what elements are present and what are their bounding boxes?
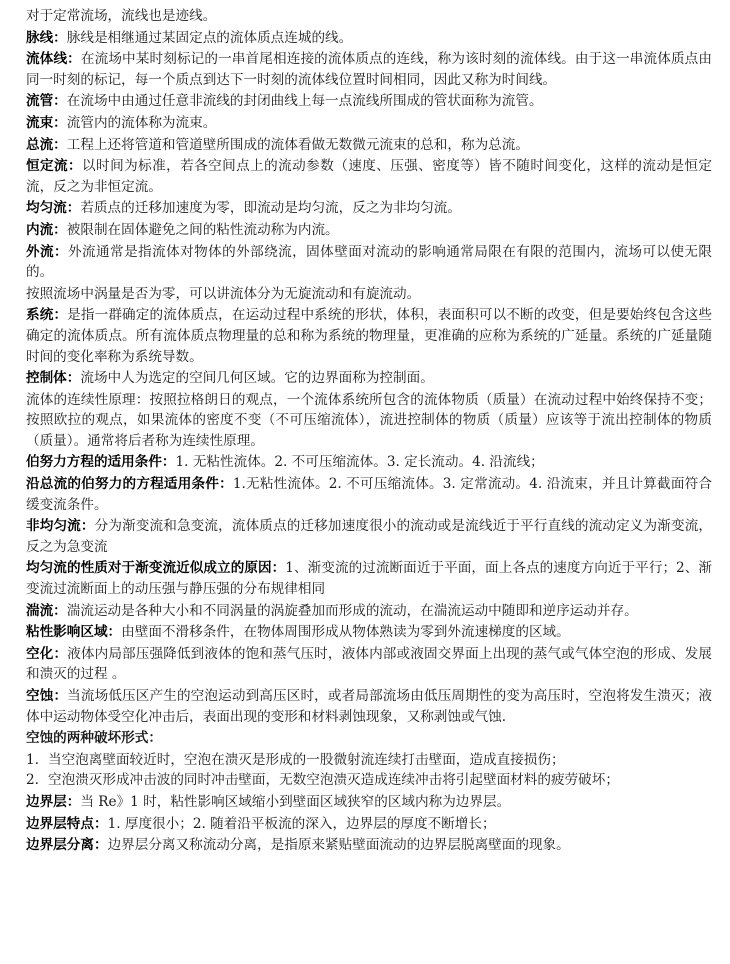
- term-label: 边界层：: [26, 793, 81, 810]
- paragraph-vorticity: [26, 284, 712, 305]
- paragraph-internal-flow: [26, 220, 712, 241]
- paragraph-text: 以时间为标准，若各空间点上的流动参数（速度、压强、密度等）皆不随时间变化，这样的流动是恒定流，反之为非恒定流。: [26, 158, 713, 195]
- paragraph-text: 流管内的流体称为流束。: [66, 114, 217, 131]
- paragraph-total-flow-bernoulli: [26, 474, 712, 515]
- paragraph-streamline-pathline: [26, 6, 712, 27]
- term-label: 脉线：: [26, 29, 67, 46]
- paragraph-text: 被限制在固体避免之间的粘性流动称为内流。: [66, 221, 339, 238]
- paragraph-bernoulli-conditions: [26, 452, 712, 473]
- paragraph-text: 流体的连续性原理：按照拉格朗日的观点，一个流体系统所包含的流体物质（质量）在流动过程中始终保持不变；按照欧拉的观点，如果流体的密度不变（不可压缩流体），流进控制体的物质（质量）应该等于流出控制体的物质（质量）。通常将后者称为连续性原理。: [26, 391, 712, 449]
- term-label: 边界层特点：: [26, 815, 108, 832]
- paragraph-external-flow: [26, 242, 712, 283]
- paragraph-text: 由壁面不滑移条件，在物体周围形成从物体熟读为零到外流速梯度的区域。: [121, 624, 570, 641]
- paragraph-text: 1. 无粘性流体。2. 不可压缩流体。3. 定长流动。4. 沿流线；: [175, 454, 544, 471]
- paragraph-cavitation-erosion: [26, 686, 712, 727]
- paragraph-text: 1、渐变流的过流断面近于平面，面上各点的速度方向近于平行；2、渐变流过流断面上的动压强与静压强的分布规律相同: [26, 560, 713, 598]
- paragraph-text: 在流场中由通过任意非流线的封闭曲线上每一点流线所围成的管状面称为流管。: [66, 93, 543, 110]
- paragraph-stream-bundle: [26, 113, 712, 134]
- paragraph-non-uniform-flow: [26, 516, 712, 557]
- paragraph-stream-tube: [26, 91, 712, 112]
- cavitation-damage-section: [26, 728, 712, 791]
- paragraph-text: 是指一群确定的流体质点，在运动过程中系统的形状，体积，表面积可以不断的改变，但是要始终包含这些确定的流体质点。所有流体质点物理量的总和称为系统的物理量，更准确的应称为系统的广延量。系统的广延量随时间的变化率称为系统导数。: [26, 307, 713, 365]
- paragraph-text: 若质点的迁移加速度为零，即流动是均匀流，反之为非均匀流。: [80, 200, 461, 217]
- paragraph-boundary-layer-separation: [26, 835, 712, 856]
- term-label: 总流：: [26, 136, 67, 153]
- list-item: [26, 750, 712, 771]
- list-number: 2.: [26, 772, 39, 789]
- term-label: 流体线：: [26, 51, 81, 68]
- term-label: 恒定流：: [26, 158, 83, 175]
- paragraph-text: 分为渐变流和急变流，流体质点的迁移加速度很小的流动或是流线近于平行直线的流动定义为渐变流，反之为急变流: [26, 518, 713, 555]
- paragraph-text: 边界层分离又称流动分离，是指原来紧贴壁面流动的边界层脱离壁面的现象。: [107, 837, 570, 854]
- term-label: 均匀流：: [26, 200, 81, 217]
- paragraph-cavitation: [26, 644, 712, 685]
- paragraph-fluid-line: [26, 49, 712, 90]
- term-label: 系统：: [26, 307, 68, 324]
- paragraph-text: 按照流场中涡量是否为零，可以讲流体分为无旋流动和有旋流动。: [26, 285, 421, 302]
- paragraph-text: 1. 厚度很小；2. 随着沿平板流的深入，边界层的厚度不断增长；: [107, 815, 496, 832]
- list-item: [26, 770, 712, 791]
- paragraph-streakline: [26, 28, 712, 49]
- paragraph-text: 对于定常流场，流线也是迹线。: [26, 8, 217, 24]
- paragraph-boundary-layer: [26, 792, 712, 813]
- paragraph-continuity: [26, 390, 712, 452]
- term-label: 流管：: [26, 93, 67, 110]
- section-heading: 空蚀的两种破坏形式：: [26, 730, 162, 747]
- term-label: 控制体：: [26, 370, 81, 387]
- list-item-text: 空泡溃灭形成冲击波的同时冲击壁面，无数空泡溃灭造成连续冲击将引起壁面材料的疲劳破坏；: [48, 772, 619, 789]
- definitions-section: [26, 6, 712, 727]
- term-label: 空化：: [26, 645, 68, 662]
- paragraph-text: 当 Re》1 时，粘性影响区域缩小到壁面区域狭窄的区域内称为边界层。: [80, 793, 511, 810]
- paragraph-text: 在流场中某时刻标记的一串首尾相连接的流体质点的连线，称为该时刻的流体线。由于这一串流体质点由同一时刻的标记，每一个质点到达下一时刻的流体线位置时间相同，因此又称为时间线。: [26, 51, 712, 88]
- term-label: 内流：: [26, 221, 67, 238]
- paragraph-uniform-flow: [26, 198, 712, 219]
- term-label: 沿总流的伯努力的方程适用条件：: [26, 476, 233, 493]
- paragraph-steady-flow: [26, 156, 712, 197]
- term-label: 湍流：: [26, 602, 67, 619]
- paragraph-text: 当流场低压区产生的空泡运动到高压区时，或者局部流场由低压周期性的变为高压时，空泡将发生溃灭；液体中运动物体受空化冲击后，表面出现的变形和材料剥蚀现象，又称剥蚀或气蚀.: [26, 688, 713, 725]
- boundary-layer-section: [26, 792, 712, 856]
- list-number: 1.: [26, 751, 39, 768]
- paragraph-total-flow: [26, 135, 712, 156]
- term-label: 外流：: [26, 243, 69, 260]
- paragraph-text: 工程上还将管道和管道壁所围成的流体看做无数微元流束的总和，称为总流。: [66, 136, 529, 153]
- paragraph-viscous-region: [26, 622, 712, 643]
- paragraph-text: 流场中人为选定的空间几何区域。它的边界面称为控制面。: [80, 370, 434, 387]
- paragraph-text: 外流通常是指流体对物体的外部绕流，固体壁面对流动的影响通常局限在有限的范围内，流场可以使无限的。: [26, 243, 713, 281]
- paragraph-text: 湍流运动是各种大小和不同涡量的涡旋叠加而形成的流动，在湍流运动中随即和逆序运动并存。: [66, 602, 638, 619]
- term-label: 非均匀流：: [26, 518, 95, 535]
- term-label: 流束：: [26, 114, 67, 131]
- paragraph-boundary-layer-features: [26, 814, 712, 835]
- term-label: 伯努力方程的适用条件：: [26, 454, 176, 471]
- paragraph-system: [26, 305, 712, 367]
- paragraph-text: 液体内局部压强降低到液体的饱和蒸气压时，液体内部或液固交界面上出现的蒸气或气体空泡的形成、发展和溃灭的过程 。: [26, 645, 713, 683]
- paragraph-control-volume: [26, 368, 712, 389]
- term-label: 均匀流的性质对于渐变流近似成立的原因：: [26, 560, 286, 577]
- paragraph-text: 1.无粘性流体。2. 不可压缩流体。3. 定常流动。4. 沿流束，并且计算截面符合缓变流条件。: [26, 476, 713, 513]
- list-item-text: 当空泡离壁面较近时，空泡在溃灭是形成的一股微射流连续打击壁面，造成直接损伤；: [48, 751, 565, 768]
- cavitation-damage-list: [26, 750, 712, 791]
- term-label: 边界层分离：: [26, 837, 108, 854]
- paragraph-gradual-flow-reason: [26, 558, 712, 599]
- term-label: 粘性影响区域：: [26, 624, 122, 641]
- paragraph-turbulence: [26, 601, 712, 622]
- term-label: 空蚀：: [26, 688, 68, 704]
- paragraph-text: 脉线是相继通过某固定点的流体质点连城的线。: [66, 29, 353, 46]
